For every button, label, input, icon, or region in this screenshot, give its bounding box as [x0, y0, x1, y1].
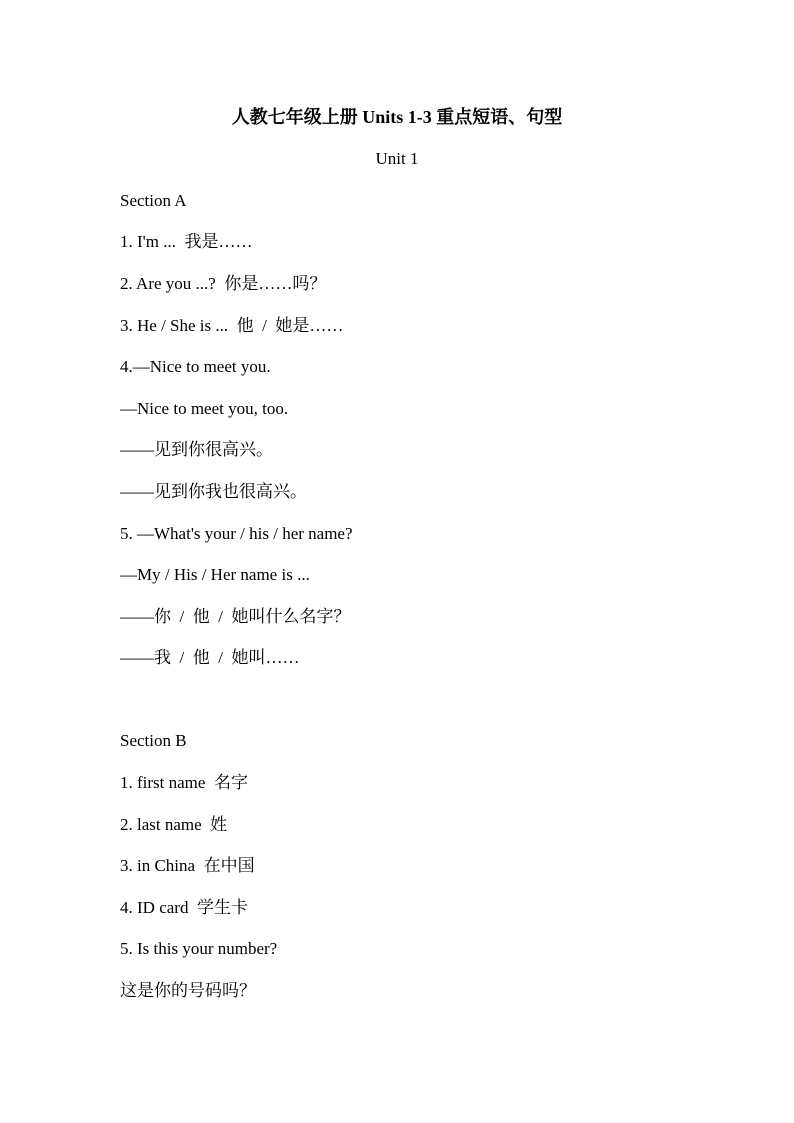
section-b-line: 5. Is this your number? [120, 939, 278, 958]
section-a-line: ——见到你很高兴。 [120, 440, 273, 459]
section-a-heading: Section A [120, 191, 187, 210]
section-a-line: 1. I'm ... 我是…… [120, 232, 253, 251]
section-a-line: ——见到你我也很高兴。 [120, 482, 307, 501]
section-b-line: 4. ID card 学生卡 [120, 898, 248, 917]
section-b-heading: Section B [120, 731, 187, 750]
section-a-line: 4.—Nice to meet you. [120, 357, 271, 376]
section-b-line: 3. in China 在中国 [120, 856, 255, 875]
section-a-line: —Nice to meet you, too. [120, 399, 289, 418]
section-a-line: ——你 / 他 / 她叫什么名字？ [120, 607, 351, 626]
section-b-line: 1. first name 名字 [120, 773, 248, 792]
document-title: 人教七年级上册 Units 1-3 重点短语、句型 [231, 107, 563, 127]
section-b-line: 这是你的号码吗？ [120, 981, 256, 1000]
section-a-line: 2. Are you ...? 你是……吗？ [120, 274, 327, 293]
unit-heading: Unit 1 [375, 149, 419, 168]
section-a-line: —My / His / Her name is ... [120, 565, 310, 584]
section-a-line: 5. —What's your / his / her name? [120, 524, 353, 543]
section-a-line: ——我 / 他 / 她叫…… [120, 648, 300, 667]
section-b-line: 2. last name 姓 [120, 815, 228, 834]
section-a-line: 3. He / She is ... 他 / 她是…… [120, 316, 344, 335]
